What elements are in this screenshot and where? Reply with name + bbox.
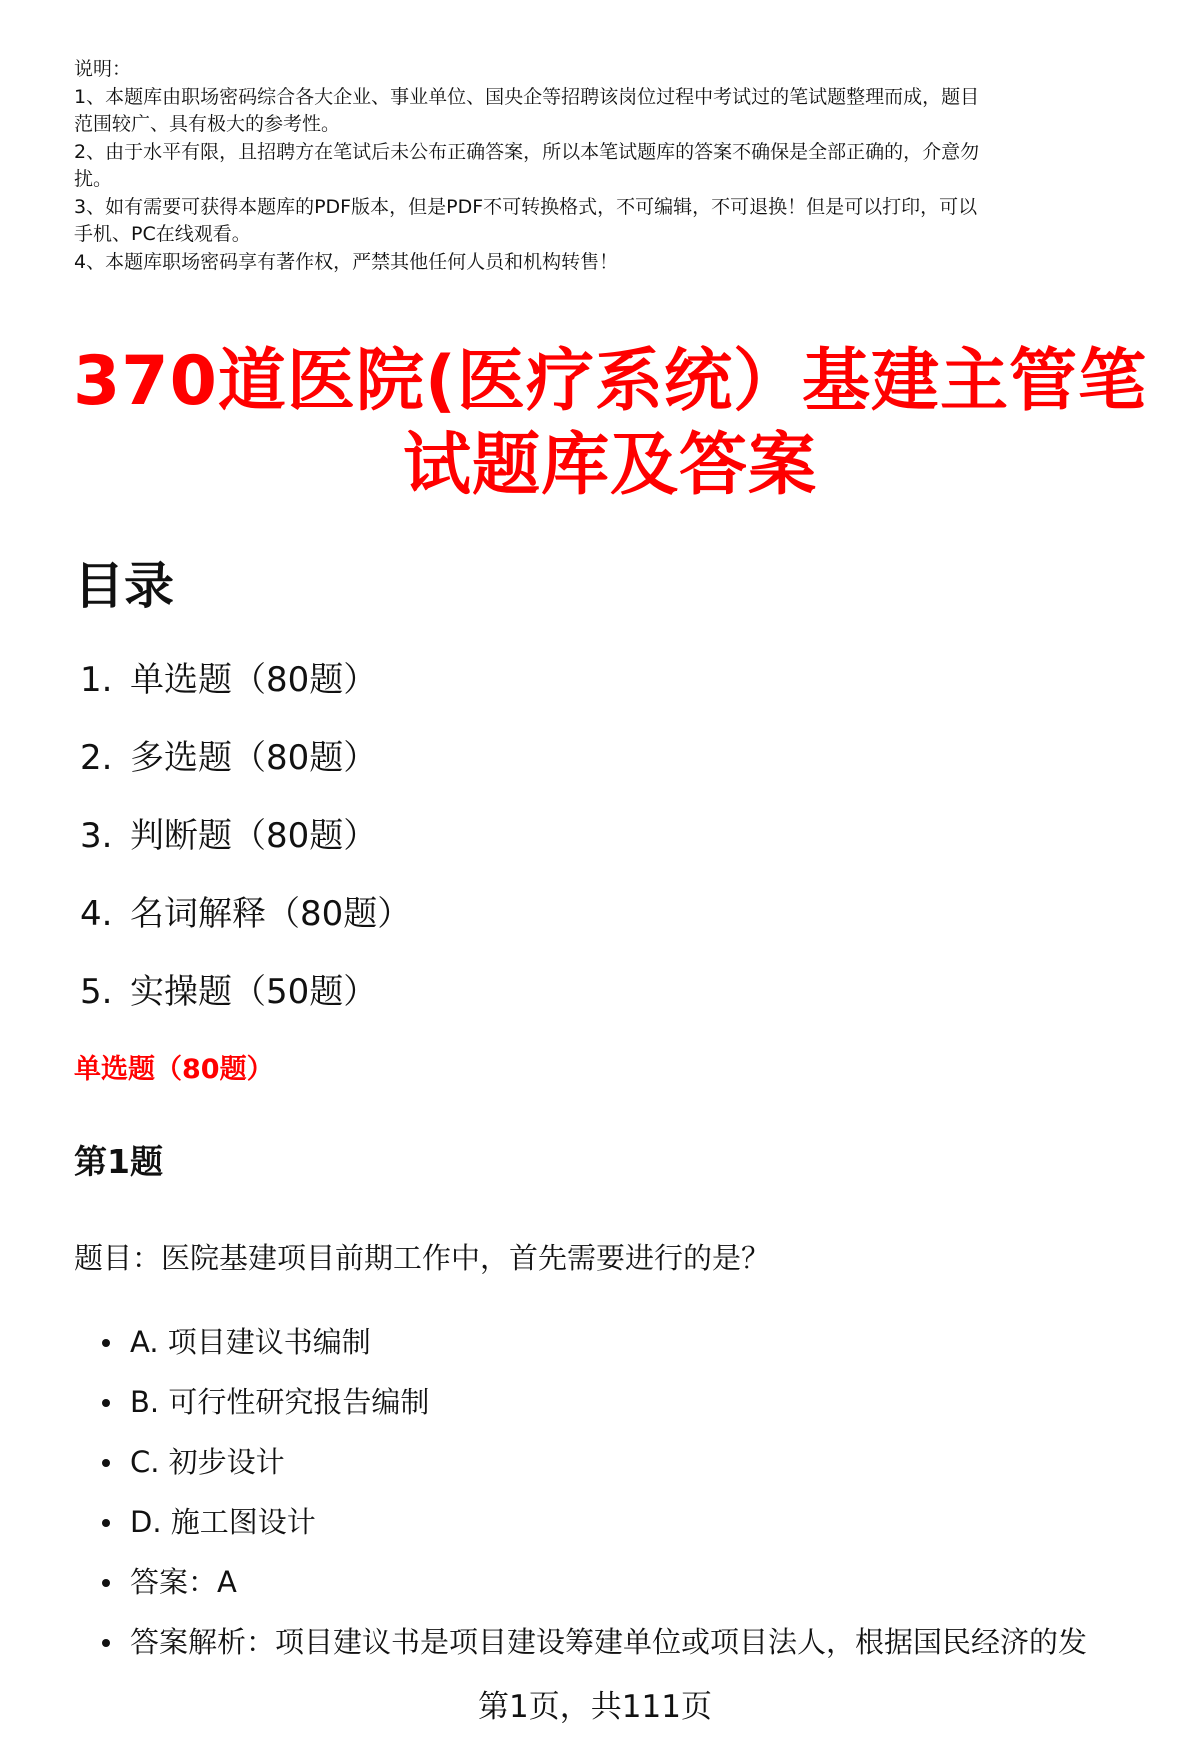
option-item — [102, 1502, 1087, 1562]
bullet-icon — [102, 1579, 110, 1587]
option-item — [102, 1442, 1087, 1502]
toc-item-label: 名词解释（80题） — [130, 894, 412, 934]
toc-item-label: 判断题（80题） — [130, 816, 378, 856]
option-label: B. 可行性研究报告编制 — [130, 1385, 430, 1419]
notice-line: 4、本题库职场密码享有著作权，严禁其他任何人员和机构转售！ — [74, 250, 619, 273]
question-heading: 第1题 — [74, 1142, 163, 1181]
answer-label: 答案：A — [130, 1565, 237, 1599]
toc-item[interactable] — [80, 970, 411, 1048]
document-title — [60, 340, 1160, 508]
toc-item[interactable] — [80, 814, 411, 892]
answer-item — [102, 1562, 1087, 1622]
toc-item-label: 单选题（80题） — [130, 660, 378, 700]
document-title-line-2: 试题库及答案 — [402, 426, 817, 505]
toc-item[interactable] — [80, 736, 411, 814]
page-footer: 第1页，共111页 — [478, 1689, 712, 1725]
question-options — [102, 1322, 1087, 1682]
toc-item-number: 4. — [80, 894, 113, 934]
toc-heading: 目录 — [74, 557, 174, 615]
bullet-icon — [102, 1399, 110, 1407]
toc-item-number: 2. — [80, 738, 113, 778]
bullet-icon — [102, 1519, 110, 1527]
notice-line: 手机、PC在线观看。 — [74, 223, 251, 245]
option-label: C. 初步设计 — [130, 1445, 285, 1479]
option-item — [102, 1382, 1087, 1442]
document-title-line-1: 370道医院(医疗系统）基建主管笔 — [72, 342, 1148, 421]
notice-block — [74, 56, 1154, 276]
toc-list — [80, 658, 411, 1048]
bullet-icon — [102, 1339, 110, 1347]
toc-item-number: 3. — [80, 816, 113, 856]
toc-item[interactable] — [80, 892, 411, 970]
notice-line: 3、如有需要可获得本题库的PDF版本，但是PDF不可转换格式，不可编辑，不可退换！但是可以打印，可以 — [74, 195, 978, 218]
notice-line: 1、本题库由职场密码综合各大企业、事业单位、国央企等招聘该岗位过程中考试过的笔试题整理而成，题目 — [74, 85, 980, 108]
question-text: 题目：医院基建项目前期工作中，首先需要进行的是？ — [74, 1241, 771, 1275]
option-item — [102, 1322, 1087, 1382]
answer-explanation-label: 答案解析：项目建议书是项目建设筹建单位或项目法人，根据国民经济的发 — [130, 1625, 1088, 1659]
toc-item-label: 多选题（80题） — [130, 738, 378, 778]
bullet-icon — [102, 1459, 110, 1467]
answer-explanation-item — [102, 1622, 1087, 1682]
notice-line: 扰。 — [74, 168, 113, 190]
toc-item-number: 1. — [80, 660, 113, 700]
option-label: D. 施工图设计 — [130, 1505, 316, 1539]
toc-item[interactable] — [80, 658, 411, 736]
toc-item-label: 实操题（50题） — [130, 972, 378, 1012]
toc-item-number: 5. — [80, 972, 113, 1012]
notice-line: 2、由于水平有限，且招聘方在笔试后未公布正确答案，所以本笔试题库的答案不确保是全部正确的，介意勿 — [74, 140, 980, 163]
bullet-icon — [102, 1639, 110, 1647]
notice-line: 范围较广、具有极大的参考性。 — [74, 113, 341, 135]
option-label: A. 项目建议书编制 — [130, 1325, 371, 1359]
section-heading: 单选题（80题） — [74, 1054, 274, 1085]
notice-heading: 说明： — [74, 58, 132, 80]
